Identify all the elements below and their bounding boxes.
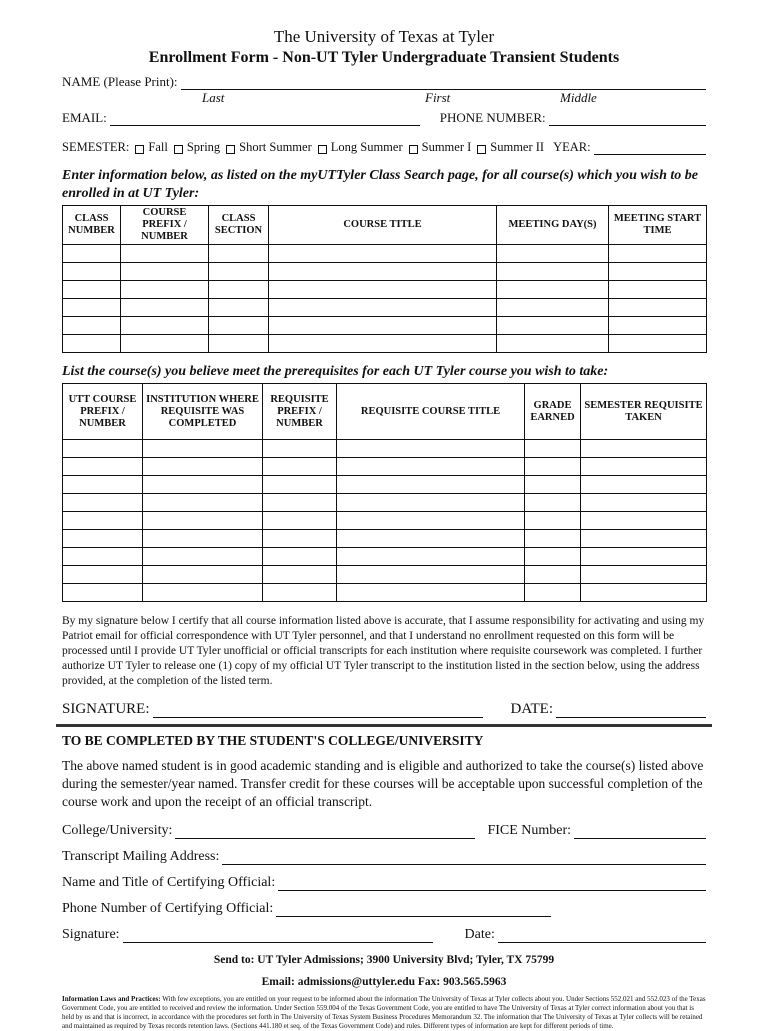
prereq-table	[62, 383, 707, 602]
college-signature-label: Signature:	[62, 927, 120, 942]
college-date-label: Date:	[464, 927, 495, 942]
col-utt-course: UTT COURSE PREFIX / NUMBER	[63, 384, 143, 440]
col-institution: INSTITUTION WHERE REQUISITE WAS COMPLETED	[143, 384, 263, 440]
col-meeting-time: MEETING START TIME	[609, 206, 707, 245]
email-field[interactable]	[110, 113, 420, 126]
enrollment-form	[62, 26, 706, 1031]
official-field[interactable]	[278, 876, 706, 891]
option-fall: Fall	[148, 140, 168, 154]
send-to: Send to: UT Tyler Admissions; 3900 University Blvd; Tyler, TX 75799	[213, 954, 555, 966]
phone-field[interactable]	[549, 113, 706, 126]
col-class-section: CLASS SECTION	[209, 206, 269, 245]
course-instructions: Enter information below, as listed on the myUTTyler Class Search page, for all course(s) which you wish to be enrolled in at UT Tyler:	[62, 168, 698, 201]
table-row	[63, 566, 707, 584]
option-summer-1: Summer I	[421, 140, 472, 154]
address-label: Transcript Mailing Address:	[62, 849, 220, 864]
date-field[interactable]	[556, 703, 706, 718]
table-row	[63, 263, 707, 281]
option-long-summer: Long Summer	[330, 140, 403, 154]
year-field[interactable]	[594, 142, 706, 155]
certification-text: By my signature below I certify that all course information listed above is accurate, that I assume responsibility for activating and using my Patriot email for official correspondence with UT Tyler personnel, and that I understand no enrollment requested on this form will be processed until I provide UT Tyler unofficial or official transcripts for each institution where requisite coursework was completed. I further authorize UT Tyler to release one (1) copy of my official UT Tyler transcript to the institution listed in the section below, using the address provided, at the completion of the listed term.	[62, 615, 705, 687]
col-requisite-prefix: REQUISITE PREFIX / NUMBER	[263, 384, 337, 440]
table-row	[63, 548, 707, 566]
university-name: The University of Texas at Tyler	[273, 27, 495, 46]
college-label: College/University:	[62, 823, 173, 838]
table-row	[63, 530, 707, 548]
option-summer-2: Summer II	[490, 140, 545, 154]
col-class-number: CLASS NUMBER	[63, 206, 121, 245]
table-row	[63, 299, 707, 317]
checkbox-summer-1[interactable]	[409, 145, 418, 154]
college-text: The above named student is in good academic standing and is eligible and authorized to take the course(s) listed above during the semester/year named. Transfer credit for these courses will be acceptable upon successful completion of the course work and upon the receipt of an official transcript.	[62, 758, 704, 809]
email-label: EMAIL:	[62, 110, 107, 125]
table-row	[63, 494, 707, 512]
table-row	[63, 245, 707, 263]
address-field[interactable]	[222, 850, 706, 865]
table-row	[63, 440, 707, 458]
table-row	[63, 281, 707, 299]
name-field[interactable]	[181, 77, 706, 90]
official-phone-label: Phone Number of Certifying Official:	[62, 901, 274, 916]
phone-label: PHONE NUMBER:	[439, 110, 546, 125]
course-table	[62, 205, 707, 353]
contact-info: Email: admissions@uttyler.edu Fax: 903.565.5963	[261, 976, 507, 988]
table-row	[63, 476, 707, 494]
checkbox-long-summer[interactable]	[318, 145, 327, 154]
col-course-title: COURSE TITLE	[269, 206, 497, 245]
date-label: DATE:	[510, 701, 554, 717]
table-row	[63, 458, 707, 476]
signature-label: SIGNATURE:	[62, 701, 150, 717]
form-title: Enrollment Form - Non-UT Tyler Undergraduate Transient Students	[148, 49, 620, 66]
table-row	[63, 584, 707, 602]
checkbox-short-summer[interactable]	[226, 145, 235, 154]
option-spring: Spring	[186, 140, 221, 154]
official-label: Name and Title of Certifying Official:	[62, 875, 276, 890]
col-meeting-days: MEETING DAY(S)	[497, 206, 609, 245]
fice-label: FICE Number:	[487, 823, 572, 838]
checkbox-spring[interactable]	[174, 145, 183, 154]
col-semester-taken: SEMESTER REQUISITE TAKEN	[581, 384, 707, 440]
name-sublabels	[62, 90, 706, 106]
legal-text: With few exceptions, you are entitled on your request to be informed about the information The University of Texas at Tyler collects about you. Under Sections 552.021 and 552.023 of the Texas Government Code, you are entitled to received and review the information. Under Section 559.004 of the Texas Government Code, you are entitled to have The University of Texas at Tyler correct information about you that is held by us and that is incorrect, in accordance with the procedures set forth in The University of Texas System Business Procedures Memorandum 32. The information that The University of Texas at Tyler collects will be retained and maintained as required by Texas records retention laws. (Sections 441.180 et seq. of the Texas Government Code) and rules. Different types of information are kept for different periods of time.	[62, 995, 706, 1030]
table-row	[63, 317, 707, 335]
option-short-summer: Short Summer	[239, 140, 312, 154]
col-grade: GRADE EARNED	[525, 384, 581, 440]
last-label: Last	[202, 90, 225, 105]
year-label: YEAR:	[553, 140, 591, 154]
col-requisite-title: REQUISITE COURSE TITLE	[337, 384, 525, 440]
table-row	[63, 335, 707, 353]
legal-notice	[62, 995, 706, 1031]
col-course-prefix: COURSE PREFIX / NUMBER	[121, 206, 209, 245]
section-divider	[56, 724, 712, 727]
checkbox-summer-2[interactable]	[477, 145, 486, 154]
college-heading: TO BE COMPLETED BY THE STUDENT'S COLLEGE/UNIVERSITY	[62, 733, 484, 748]
signature-field[interactable]	[153, 703, 483, 718]
table-row	[63, 512, 707, 530]
middle-label: Middle	[560, 90, 597, 105]
checkbox-fall[interactable]	[135, 145, 144, 154]
official-phone-field[interactable]	[276, 902, 551, 917]
semester-label: SEMESTER:	[62, 140, 130, 154]
college-field[interactable]	[175, 824, 475, 839]
name-label: NAME (Please Print):	[62, 74, 178, 89]
first-label: First	[425, 90, 451, 105]
legal-heading: Information Laws and Practices:	[62, 995, 161, 1003]
fice-field[interactable]	[574, 824, 706, 839]
prereq-instructions: List the course(s) you believe meet the prerequisites for each UT Tyler course you wish to take:	[62, 364, 609, 379]
college-signature-field[interactable]	[123, 928, 433, 943]
college-date-field[interactable]	[498, 928, 706, 943]
